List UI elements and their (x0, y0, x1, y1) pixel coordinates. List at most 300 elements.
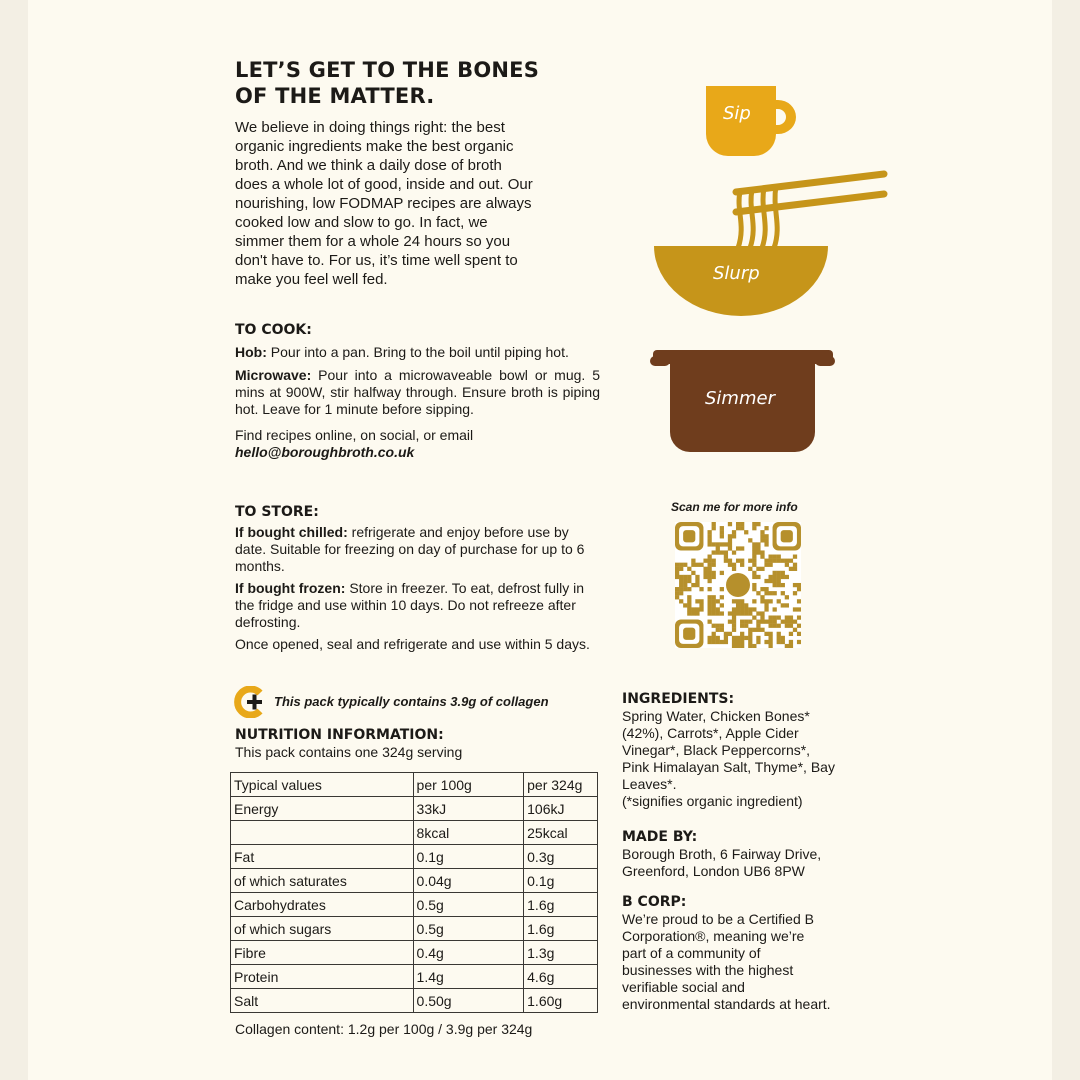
qr-module (777, 571, 781, 575)
qr-module (752, 615, 756, 619)
nutrition-cell: 25kcal (524, 821, 598, 845)
qr-module (760, 615, 764, 619)
nutrition-row (231, 989, 598, 1013)
qr-module (720, 628, 724, 632)
qr-module (736, 611, 740, 615)
microwave-instructions (235, 367, 600, 418)
qr-module (773, 575, 777, 579)
qr-module (789, 567, 793, 571)
qr-module (716, 607, 720, 611)
qr-module (732, 599, 736, 603)
find-recipes-text: Find recipes online, on social, or email (235, 427, 474, 443)
qr-module (736, 522, 740, 526)
qr-module (777, 632, 781, 636)
qr-module (756, 620, 760, 624)
hob-text: Pour into a pan. Bring to the boil until piping hot. (270, 344, 569, 360)
intro-line: don't have to. For us, it’s time well spent to (235, 252, 518, 269)
nutrition-cell: Fibre (231, 941, 414, 965)
intro-line: does a whole lot of good, inside and out. Our (235, 176, 533, 193)
qr-module (764, 607, 768, 611)
qr-code[interactable] (675, 522, 801, 648)
collagen-note (233, 686, 603, 718)
contact-email[interactable]: hello@boroughbroth.co.uk (235, 444, 415, 460)
b-corp-line: part of a community of (622, 945, 761, 961)
intro-line: We believe in doing things right: the best (235, 119, 505, 136)
qr-module (732, 534, 736, 538)
qr-module (756, 522, 760, 526)
qr-module (732, 530, 736, 534)
qr-module (712, 542, 716, 546)
qr-module (752, 559, 756, 563)
qr-module (789, 640, 793, 644)
qr-module (793, 583, 797, 587)
qr-module (777, 579, 781, 583)
nutrition-cell: of which saturates (231, 869, 414, 893)
qr-module (752, 526, 756, 530)
qr-module (768, 624, 772, 628)
hob-label: Hob: (235, 344, 267, 360)
qr-module (777, 583, 781, 587)
qr-module (764, 559, 768, 563)
qr-module (708, 538, 712, 542)
qr-module (768, 644, 772, 648)
qr-module (781, 575, 785, 579)
nutrition-cell: 1.6g (524, 917, 598, 941)
nutrition-header-row (231, 773, 598, 797)
qr-module (712, 559, 716, 563)
qr-module (728, 538, 732, 542)
qr-module (728, 534, 732, 538)
qr-module (716, 624, 720, 628)
qr-module (728, 632, 732, 636)
qr-module (797, 615, 801, 619)
ingredients-line: Spring Water, Chicken Bones* (622, 708, 810, 724)
qr-module (748, 636, 752, 640)
qr-module (691, 563, 695, 567)
page-title (235, 57, 539, 109)
qr-module (785, 559, 789, 563)
nutrition-row (231, 821, 598, 845)
qr-module (732, 615, 736, 619)
nutrition-cell: 0.3g (524, 845, 598, 869)
qr-module (683, 583, 687, 587)
qr-module (691, 611, 695, 615)
qr-module (752, 522, 756, 526)
qr-module (736, 559, 740, 563)
qr-module (752, 628, 756, 632)
qr-module (732, 620, 736, 624)
b-corp-line: Corporation®, meaning we’re (622, 928, 805, 944)
qr-module (756, 546, 760, 550)
intro-paragraph (235, 118, 598, 289)
nutrition-cell: 8kcal (413, 821, 524, 845)
qr-module (789, 644, 793, 648)
qr-module (708, 571, 712, 575)
qr-module (712, 603, 716, 607)
qr-module (683, 579, 687, 583)
qr-module (683, 587, 687, 591)
qr-module (752, 607, 756, 611)
qr-module (699, 599, 703, 603)
qr-module (679, 579, 683, 583)
frozen-label: If bought frozen: (235, 580, 346, 596)
made-by-line: Greenford, London UB6 8PW (622, 863, 805, 879)
qr-module (708, 559, 712, 563)
nutrition-subtitle: This pack contains one 324g serving (235, 744, 463, 760)
qr-module (760, 538, 764, 542)
qr-module (687, 611, 691, 615)
qr-module (679, 567, 683, 571)
to-store-section (235, 503, 600, 653)
qr-module (712, 563, 716, 567)
qr-module (728, 559, 732, 563)
qr-module (748, 640, 752, 644)
qr-module (712, 550, 716, 554)
nutrition-cell: Fat (231, 845, 414, 869)
qr-module (785, 603, 789, 607)
qr-module (752, 644, 756, 648)
qr-module (712, 575, 716, 579)
qr-module (732, 611, 736, 615)
qr-module (728, 522, 732, 526)
qr-module (691, 607, 695, 611)
qr-module (793, 567, 797, 571)
noodles (738, 186, 777, 248)
qr-module (744, 607, 748, 611)
collagen-footnote: Collagen content: 1.2g per 100g / 3.9g per 324g (235, 1021, 533, 1037)
nutrition-table (230, 772, 598, 1013)
nutrition-cell: 33kJ (413, 797, 524, 821)
qr-module (740, 624, 744, 628)
intro-line: broth. And we think a daily dose of broth (235, 157, 502, 174)
qr-module (720, 526, 724, 530)
qr-module (777, 615, 781, 619)
qr-module (785, 615, 789, 619)
qr-module (752, 587, 756, 591)
qr-finder-pattern (675, 522, 703, 550)
qr-module (703, 575, 707, 579)
qr-module (785, 563, 789, 567)
qr-module (764, 542, 768, 546)
qr-module (756, 624, 760, 628)
qr-module (720, 640, 724, 644)
qr-module (695, 583, 699, 587)
collagen-plus-icon (233, 686, 267, 718)
qr-module (716, 640, 720, 644)
qr-module (736, 526, 740, 530)
qr-module (712, 599, 716, 603)
nutrition-row (231, 965, 598, 989)
qr-module (768, 636, 772, 640)
qr-module (732, 607, 736, 611)
qr-module (724, 636, 728, 640)
qr-logo-badge (726, 573, 750, 597)
qr-module (740, 640, 744, 644)
qr-module (712, 624, 716, 628)
qr-module (683, 603, 687, 607)
nutrition-cell: 1.60g (524, 989, 598, 1013)
qr-module (773, 624, 777, 628)
qr-module (708, 579, 712, 583)
qr-module (760, 587, 764, 591)
qr-module (679, 587, 683, 591)
qr-module (720, 611, 724, 615)
qr-module (728, 563, 732, 567)
nutrition-heading: NUTRITION INFORMATION: (235, 727, 444, 743)
qr-module (720, 550, 724, 554)
qr-module (699, 563, 703, 567)
intro-line: organic ingredients make the best organic (235, 138, 514, 155)
qr-module (768, 575, 772, 579)
qr-module (708, 542, 712, 546)
qr-module (708, 620, 712, 624)
nutrition-section (235, 726, 462, 761)
b-corp-line: environmental standards at heart. (622, 996, 831, 1012)
qr-module (748, 632, 752, 636)
sip-label: Sip (723, 103, 751, 124)
qr-module (777, 640, 781, 644)
qr-module (768, 632, 772, 636)
qr-module (695, 579, 699, 583)
qr-module (712, 522, 716, 526)
nutrition-row (231, 845, 598, 869)
qr-module (687, 587, 691, 591)
qr-module (773, 620, 777, 624)
qr-module (744, 603, 748, 607)
qr-module (679, 563, 683, 567)
nutrition-cell: 0.5g (413, 893, 524, 917)
ingredients-line: Vinegar*, Black Peppercorns*, (622, 742, 811, 758)
qr-module (708, 607, 712, 611)
qr-module (740, 603, 744, 607)
qr-module (740, 644, 744, 648)
qr-module (687, 567, 691, 571)
qr-module (760, 567, 764, 571)
qr-module (695, 607, 699, 611)
nutrition-cell: Energy (231, 797, 414, 821)
qr-module (773, 607, 777, 611)
qr-module (736, 603, 740, 607)
qr-module (687, 607, 691, 611)
qr-module (785, 624, 789, 628)
mug-icon (700, 86, 810, 166)
qr-module (748, 607, 752, 611)
microwave-label: Microwave: (235, 367, 312, 383)
qr-module (708, 595, 712, 599)
qr-module (756, 575, 760, 579)
qr-module (752, 546, 756, 550)
qr-module (724, 559, 728, 563)
qr-module (748, 620, 752, 624)
qr-module (716, 550, 720, 554)
qr-module (752, 599, 756, 603)
qr-module (748, 559, 752, 563)
qr-module (764, 587, 768, 591)
qr-module (728, 611, 732, 615)
qr-module (764, 538, 768, 542)
intro-line: simmer them for a whole 24 hours so you (235, 233, 511, 250)
qr-module (777, 575, 781, 579)
qr-module (732, 624, 736, 628)
chilled-text: refrigerate and enjoy before use by date. Suitable for freezing on day of purchase for up to 6 months. (235, 524, 585, 574)
qr-module (732, 550, 736, 554)
qr-module (752, 542, 756, 546)
qr-module (699, 587, 703, 591)
qr-module (740, 563, 744, 567)
nutrition-cell: Protein (231, 965, 414, 989)
qr-module (716, 542, 720, 546)
qr-module (675, 567, 679, 571)
qr-module (691, 571, 695, 575)
qr-module (732, 644, 736, 648)
qr-module (695, 611, 699, 615)
qr-module (732, 640, 736, 644)
nutrition-cell: 1.4g (413, 965, 524, 989)
qr-module (781, 559, 785, 563)
qr-module (760, 599, 764, 603)
qr-module (720, 595, 724, 599)
qr-module (752, 583, 756, 587)
nutrition-cell: 0.4g (413, 941, 524, 965)
qr-module (756, 628, 760, 632)
qr-module (797, 632, 801, 636)
qr-module (724, 632, 728, 636)
qr-module (785, 644, 789, 648)
qr-module (708, 599, 712, 603)
simmer-label: Simmer (705, 388, 775, 409)
qr-module (785, 595, 789, 599)
qr-module (764, 603, 768, 607)
qr-module (740, 526, 744, 530)
qr-module (712, 607, 716, 611)
nutrition-row (231, 917, 598, 941)
qr-module (740, 636, 744, 640)
ingredients-line: Leaves*. (622, 776, 677, 792)
qr-module (695, 563, 699, 567)
qr-module (777, 624, 781, 628)
to-cook-heading: TO COOK: (235, 322, 312, 338)
nutrition-row (231, 797, 598, 821)
qr-module (748, 611, 752, 615)
qr-module (793, 620, 797, 624)
qr-module (712, 526, 716, 530)
qr-module (744, 530, 748, 534)
qr-module (797, 624, 801, 628)
qr-module (781, 583, 785, 587)
qr-module (760, 555, 764, 559)
qr-module (752, 571, 756, 575)
intro-line: make you feel well fed. (235, 271, 388, 288)
title-line-2: OF THE MATTER. (235, 84, 435, 108)
qr-module (687, 575, 691, 579)
qr-module (679, 599, 683, 603)
qr-module (740, 632, 744, 636)
qr-module (708, 530, 712, 534)
qr-module (675, 591, 679, 595)
qr-module (777, 555, 781, 559)
qr-module (748, 538, 752, 542)
qr-module (703, 559, 707, 563)
qr-module (732, 567, 736, 571)
qr-module (773, 559, 777, 563)
made-by-section (622, 828, 882, 880)
chilled-label: If bought chilled: (235, 524, 348, 540)
qr-module (716, 628, 720, 632)
qr-module (760, 628, 764, 632)
nutrition-cell: Salt (231, 989, 414, 1013)
qr-module (789, 559, 793, 563)
nutrition-row (231, 893, 598, 917)
qr-module (789, 620, 793, 624)
qr-module (744, 624, 748, 628)
qr-module (760, 595, 764, 599)
qr-module (687, 595, 691, 599)
qr-module (756, 611, 760, 615)
qr-module (773, 583, 777, 587)
b-corp-section (622, 893, 882, 1013)
qr-module (687, 603, 691, 607)
qr-module (760, 620, 764, 624)
qr-module (777, 599, 781, 603)
qr-module (736, 546, 740, 550)
b-corp-heading: B CORP: (622, 894, 687, 910)
nutrition-column-header: Typical values (231, 773, 414, 797)
nutrition-cell: 1.3g (524, 941, 598, 965)
qr-module (756, 636, 760, 640)
frozen-text: Store in freezer. To eat, defrost fully in the fridge and use within 10 days. Do not refreeze after defrosting. (235, 580, 585, 630)
qr-module (756, 550, 760, 554)
qr-module (712, 611, 716, 615)
qr-module (781, 640, 785, 644)
qr-module (764, 620, 768, 624)
qr-module (793, 628, 797, 632)
qr-module (768, 555, 772, 559)
b-corp-line: verifiable social and (622, 979, 745, 995)
qr-module (712, 571, 716, 575)
qr-module (724, 555, 728, 559)
qr-module (797, 599, 801, 603)
ingredients-heading: INGREDIENTS: (622, 691, 735, 707)
qr-module (695, 599, 699, 603)
ingredients-section (622, 690, 882, 810)
qr-module (797, 583, 801, 587)
qr-module (708, 640, 712, 644)
slurp-label: Slurp (713, 263, 760, 284)
qr-module (720, 571, 724, 575)
qr-module (724, 640, 728, 644)
qr-module (752, 563, 756, 567)
qr-module (716, 546, 720, 550)
qr-module (768, 559, 772, 563)
qr-module (768, 640, 772, 644)
ingredients-line: (*signifies organic ingredient) (622, 793, 803, 809)
chopsticks (736, 174, 884, 212)
qr-module (773, 571, 777, 575)
qr-module (708, 636, 712, 640)
qr-module (691, 559, 695, 563)
qr-module (736, 636, 740, 640)
qr-module (712, 595, 716, 599)
ingredients-line: (42%), Carrots*, Apple Cider (622, 725, 799, 741)
qr-module (675, 563, 679, 567)
qr-module (679, 591, 683, 595)
qr-module (675, 595, 679, 599)
qr-module (781, 571, 785, 575)
frozen-instructions (235, 580, 600, 631)
qr-module (773, 555, 777, 559)
qr-caption: Scan me for more info (671, 500, 798, 514)
qr-module (720, 534, 724, 538)
